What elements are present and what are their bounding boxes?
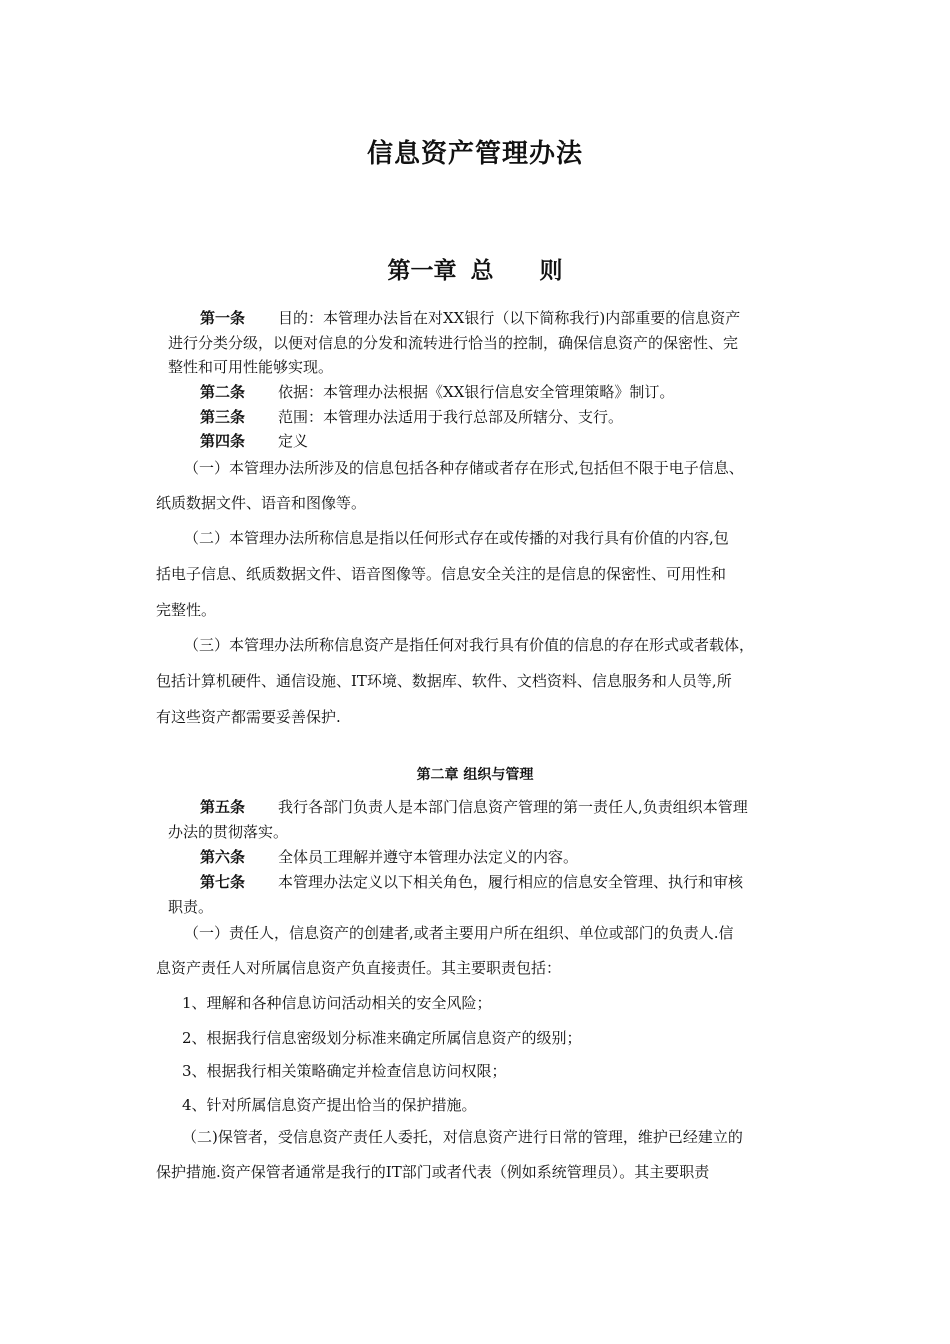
role-1-line-2: 息资产责任人对所属信息资产负直接责任。其主要职责包括： <box>156 959 562 977</box>
article-2 <box>200 382 674 402</box>
role-1-line-1: （一）责任人，信息资产的创建者,或者主要用户所在组织、单位或部门的负责人.信 <box>184 924 734 942</box>
article-5 <box>200 797 748 817</box>
role-1-duty-2: 2、根据我行信息密级划分标准来确定所属信息资产的级别； <box>182 1029 582 1047</box>
article-text: 定义 <box>278 432 309 450</box>
article-7 <box>200 872 743 892</box>
chapter-2-heading: 第二章 组织与管理 <box>416 767 534 783</box>
definition-2-line-3: 完整性。 <box>156 601 217 619</box>
article-6 <box>200 847 578 867</box>
definition-2-line-1: （二）本管理办法所称信息是指以任何形式存在或传播的对我行具有价值的内容,包 <box>184 529 729 547</box>
article-label: 第五条 <box>200 798 246 816</box>
role-1-duty-1: 1、理解和各种信息访问活动相关的安全风险； <box>182 994 492 1012</box>
definition-3-line-1: （三）本管理办法所称信息资产是指任何对我行具有价值的信息的存在形式或者载体， <box>184 636 755 654</box>
article-label: 第二条 <box>200 383 246 401</box>
definition-1-line-2: 纸质数据文件、语音和图像等。 <box>156 494 367 512</box>
article-text: 全体员工理解并遵守本管理办法定义的内容。 <box>278 848 579 866</box>
article-text: 我行各部门负责人是本部门信息资产管理的第一责任人,负责组织本管理 <box>278 798 748 816</box>
role-2-line-2: 保护措施.资产保管者通常是我行的IT部门或者代表（例如系统管理员）。其主要职责 <box>156 1163 710 1181</box>
role-1-duty-3: 3、根据我行相关策略确定并检查信息访问权限； <box>182 1062 507 1080</box>
article-text: 本管理办法定义以下相关角色，履行相应的信息安全管理、执行和审核 <box>278 873 744 891</box>
definition-3-line-2: 包括计算机硬件、通信设施、IT环境、数据库、软件、文档资料、信息服务和人员等,所 <box>156 672 732 690</box>
definition-2-line-2: 括电子信息、纸质数据文件、语音图像等。信息安全关注的是信息的保密性、可用性和 <box>156 565 727 583</box>
role-2-line-1: （二)保管者，受信息资产责任人委托，对信息资产进行日常的管理，维护已经建立的 <box>182 1128 743 1146</box>
article-label: 第七条 <box>200 873 246 891</box>
definition-1-line-1: （一）本管理办法所涉及的信息包括各种存储或者存在形式,包括但不限于电子信息、 <box>184 459 744 477</box>
document-title: 信息资产管理办法 <box>366 139 583 169</box>
article-text: 目的：本管理办法旨在对XX银行（以下简称我行)内部重要的信息资产 <box>278 309 741 327</box>
article-7-line-2: 职责。 <box>168 898 214 916</box>
article-label: 第六条 <box>200 848 246 866</box>
article-4 <box>200 431 308 451</box>
article-label: 第一条 <box>200 309 246 327</box>
chapter-1-heading: 第一章 总 则 <box>387 258 563 284</box>
article-5-line-2: 办法的贯彻落实。 <box>168 823 289 841</box>
article-1-line-2: 进行分类分级，以便对信息的分发和流转进行恰当的控制，确保信息资产的保密性、完 <box>168 334 739 352</box>
article-label: 第四条 <box>200 432 246 450</box>
role-1-duty-4: 4、针对所属信息资产提出恰当的保护措施。 <box>182 1096 477 1114</box>
article-3 <box>200 407 623 427</box>
article-text: 依据：本管理办法根据《XX银行信息安全管理策略》制订。 <box>278 383 675 401</box>
article-1-line-3: 整性和可用性能够实现。 <box>168 358 334 376</box>
article-text: 范围：本管理办法适用于我行总部及所辖分、支行。 <box>278 408 624 426</box>
article-1 <box>200 308 740 328</box>
article-label: 第三条 <box>200 408 246 426</box>
definition-3-line-3: 有这些资产都需要妥善保护. <box>156 708 341 726</box>
